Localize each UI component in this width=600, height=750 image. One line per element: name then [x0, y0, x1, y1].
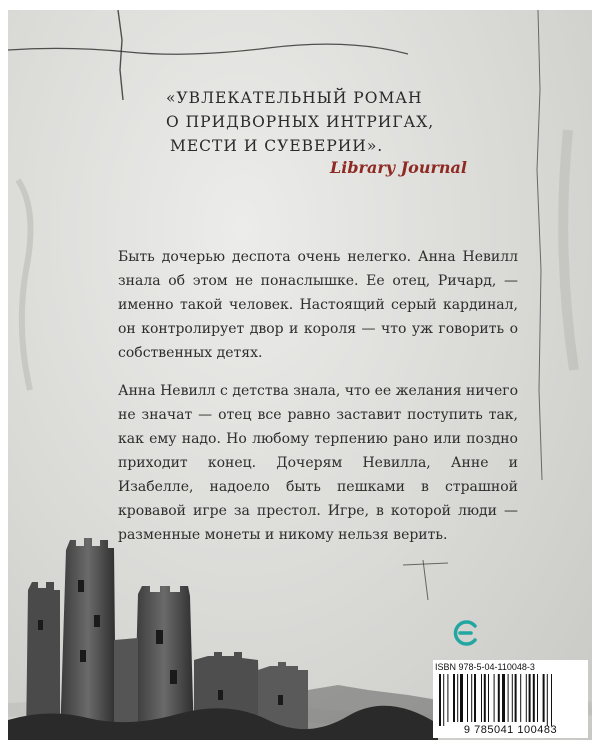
isbn-label: ISBN 978-5-04-110048-3: [435, 662, 535, 672]
quote-line-1: «УВЛЕКАТЕЛЬНЫЙ РОМАН: [166, 89, 423, 107]
back-cover: [8, 10, 592, 740]
quote-line-2: О ПРИДВОРНЫХ ИНТРИГАХ,: [166, 113, 435, 131]
description-paragraph-2: Анна Невилл с детства знала, что ее желания ничего не значат — отец все равно заставит поступить так, как ему надо. Но любому терпению рано или поздно приходит конец. Дочерям Невилла, Анне и Изабелле, надоело быть пешками в страшной кровавой игре за престол. Игре, в которой люди — разменные монеты и никому нельзя верить.: [118, 383, 518, 543]
book-description: [118, 245, 518, 561]
barcode-panel: [433, 660, 588, 738]
castle-illustration: [8, 520, 438, 740]
barcode-number: 9 785041 100483: [463, 724, 558, 736]
description-paragraph-1: Быть дочерью деспота очень нелегко. Анна Невилл знала об этом не понаслышке. Ее отец, Ричард, — именно такой человек. Настоящий серый кардинал, он контролирует двор и короля — что уж говорить о собственных детях.: [118, 249, 518, 361]
quote-source: Library Journal: [330, 158, 467, 177]
barcode-bars: [439, 674, 585, 726]
review-quote: [166, 86, 466, 158]
eksmo-logo-icon: [451, 618, 481, 648]
quote-line-3: МЕСТИ И СУЕВЕРИИ».: [170, 137, 384, 155]
